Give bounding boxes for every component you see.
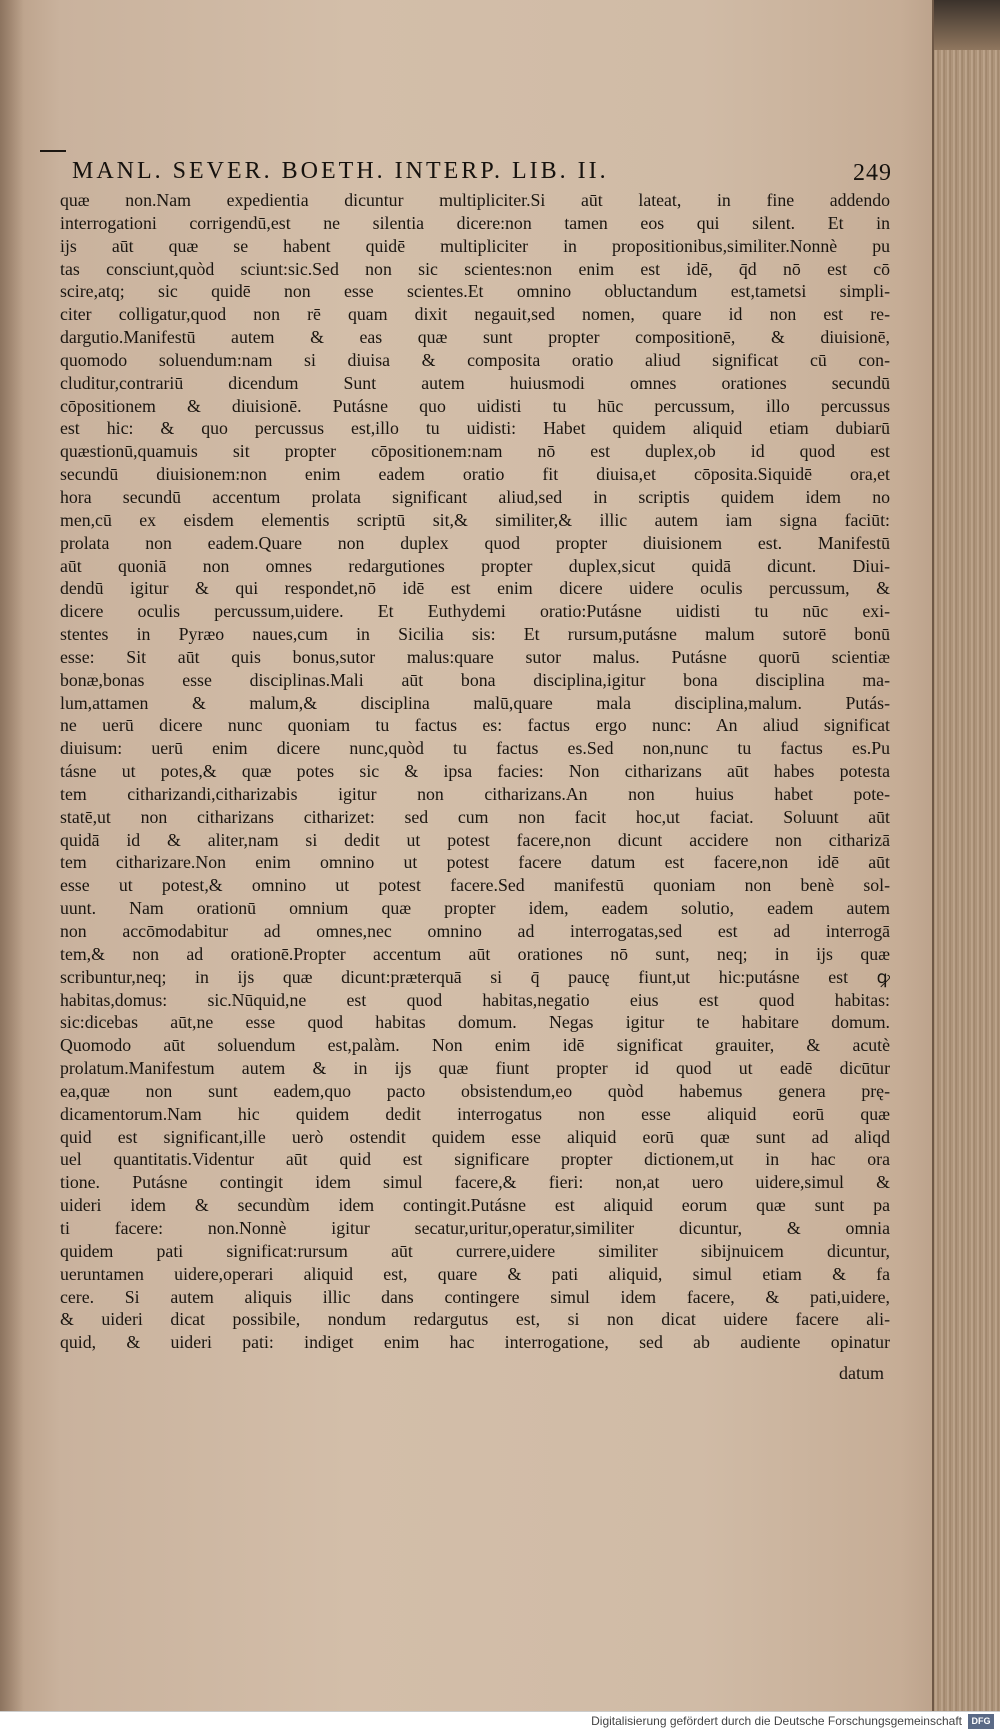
text-line: est hic: & quo percussus est,illo tu uidisti: Habet quidem aliquid etiam dubiarū <box>60 418 890 439</box>
text-line: ea,quæ non sunt eadem,quo pacto obsistendum,eo quòd habemus genera prę- <box>60 1080 890 1101</box>
text-line: quid est significant,ille uerò ostendit quidem esse aliquid eorū quæ sunt ad aliqd <box>60 1126 890 1147</box>
text-line: dicere oculis percussum,uidere. Et Euthydemi oratio:Putásne uidisti tu nūc exi- <box>60 601 890 622</box>
text-line: ijs aūt quæ se habent quidē multipliciter in propositionibus,similiter.Nonnè pu <box>60 235 890 256</box>
text-line: cōpositionem & diuisionē. Putásne quo uidisti tu hūc percussum, illo percussus <box>60 395 890 416</box>
page-number: 249 <box>853 160 892 186</box>
text-line: stentes in Pyræo naues,cum in Sicilia sis: Et rursum,putásne malum sutorē bonū <box>60 624 890 645</box>
text-line: quid, & uideri pati: indiget enim hac interrogatione, sed ab audiente opinatur <box>60 1332 890 1353</box>
text-line: cere. Si autem aliquis illic dans contingere simul idem facere, & pati,uidere, <box>60 1286 890 1307</box>
text-line: prolatum.Manifestum autem & in ijs quæ fiunt propter id quod ut eadē dicūtur <box>60 1058 890 1079</box>
text-line: ti facere: non.Nonnè igitur secatur,uritur,operatur,similiter dicuntur, & omnia <box>60 1217 890 1238</box>
footer-bar <box>0 1711 1000 1732</box>
text-line: esse ut potest,& omnino ut potest facere.Sed manifestū quoniam non benè sol- <box>60 875 890 896</box>
text-line: sic:dicebas aūt,ne esse quod habitas domum. Negas igitur te habitare domum. <box>60 1012 890 1033</box>
text-line: lum,attamen & malum,& disciplina malū,quare mala disciplina,malum. Putás- <box>60 692 890 713</box>
text-line: bonæ,bonas esse disciplinas.Mali aūt bona disciplina,igitur bona disciplina ma- <box>60 669 890 690</box>
text-line: secundū diuisionem:non enim eadem oratio fit diuisa,et cōposita.Siquidē ora,et <box>60 464 890 485</box>
text-line: tem citharizare.Non enim omnino ut potest facere datum est facere,non idē aūt <box>60 852 890 873</box>
text-line: Quomodo aūt soluendum est,palàm. Non enim idē significat grauiter, & acutè <box>60 1035 890 1056</box>
text-line: quæstionū,quamuis sit propter cōpositionem:nam nō est duplex,ob id quod est <box>60 441 890 462</box>
text-line: scire,atq; sic quidē non esse scientes.Et omnino obluctandum est,tametsi simpli- <box>60 281 890 302</box>
text-line: quidem pati significat:rursum aūt currere,uidere similiter sibijnuicem dicuntur, <box>60 1240 890 1261</box>
text-line: uunt. Nam orationū omnium quæ propter idem, eadem solutio, eadem autem <box>60 898 890 919</box>
text-line: ueruntamen uidere,operari aliquid est, quare & pati aliquid, simul etiam & fa <box>60 1263 890 1284</box>
text-line: & uideri dicat possibile, nondum redargutus est, si non dicat uidere facere ali- <box>60 1309 890 1330</box>
text-line: quæ non.Nam expedientia dicuntur multipliciter.Si aūt lateat, in fine addendo <box>60 190 890 210</box>
text-line: dargutio.Manifestū autem & eas quæ sunt propter compositionē, & diuisionē, <box>60 327 890 348</box>
dfg-logo-icon: DFG <box>968 1714 994 1729</box>
text-line: dicamentorum.Nam hic quidem dedit interrogatus non esse aliquid eorū quæ <box>60 1103 890 1124</box>
text-line: non accōmodabitur ad omnes,nec omnino ad interrogatas,sed est ad interrogā <box>60 921 890 941</box>
page-edges-shadow <box>934 0 1000 50</box>
text-line: ne uerū dicere nunc quoniam tu factus es: factus ergo nunc: An aliud significat <box>60 715 890 736</box>
text-line: citer colligatur,quod non rē quam dixit negauit,sed nomen, quare id non est re- <box>60 304 890 325</box>
body-text <box>60 189 890 1399</box>
text-line: hora secundū accentum prolata significant aliud,sed in scriptis quidem idem no <box>60 486 890 507</box>
text-line: diuisum: uerū enim dicere nunc,quòd tu factus es.Sed non,nunc tu factus es.Pu <box>60 738 890 759</box>
text-line: quidā id & aliter,nam si dedit ut potest facere,non dicunt accidere non citharizā <box>60 829 890 850</box>
text-line: uel quantitatis.Videntur aūt quid est significare propter dictionem,ut in hac ora <box>60 1149 890 1170</box>
text-line: tem citharizandi,citharizabis igitur non citharizans.An non huius habet pote- <box>60 783 890 804</box>
text-line: men,cū ex eisdem elementis scriptū sit,& similiter,& illic autem iam signa faciūt: <box>60 509 890 530</box>
running-head-title: MANL. SEVER. BOETH. INTERP. LIB. II. <box>72 158 609 184</box>
text-line: quomodo soluendum:nam si diuisa & composita oratio aliud significat cū con- <box>60 349 890 370</box>
footer-credit: Digitalisierung gefördert durch die Deutsche Forschungsgemeinschaft <box>591 1714 962 1728</box>
marginal-dash <box>40 150 66 152</box>
page-edges <box>932 0 1000 1731</box>
text-line: scribuntur,neq; in ijs quæ dicunt:præterquā si q̄ paucę fiunt,ut hic:putásne est ꝙ <box>60 966 890 987</box>
text-line: interrogationi corrigendū,est ne silentia dicere:non tamen eos qui silent. Et in <box>60 212 890 233</box>
text-line: prolata non eadem.Quare non duplex quod propter diuisionem est. Manifestū <box>60 532 890 553</box>
text-line: tas consciunt,quòd sciunt:sic.Sed non sic scientes:non enim est idē, q̄d nō est cō <box>60 258 890 279</box>
gutter-shadow <box>0 0 24 1731</box>
text-line: tione. Putásne contingit idem simul facere,& fieri: non,at uero uidere,simul & <box>60 1172 890 1193</box>
text-line: cluditur,contrariū dicendum Sunt autem huiusmodi omnes orationes secundū <box>60 372 890 393</box>
text-line: habitas,domus: sic.Nūquid,ne est quod habitas,negatio eius est quod habitas: <box>60 989 890 1010</box>
text-line: dendū igitur & qui respondet,nō idē est enim dicere uidere oculis percussum, & <box>60 578 890 599</box>
text-line: aūt quoniā non omnes redargutiones propter duplex,sicut quidā dicunt. Diui- <box>60 555 890 576</box>
text-line: esse: Sit aūt quis bonus,sutor malus:quare sutor malus. Putásne quorū scientiæ <box>60 646 890 667</box>
text-line: tásne ut potes,& quæ potes sic & ipsa facies: Non citharizans aūt habes potesta <box>60 761 890 782</box>
catchword: datum <box>839 1363 884 1383</box>
text-line: statē,ut non citharizans citharizet: sed cum non facit hoc,ut faciat. Soluunt aūt <box>60 806 890 827</box>
text-line: uideri idem & secundùm idem contingit.Putásne est aliquid eorum quæ sunt pa <box>60 1195 890 1216</box>
text-line: tem,& non ad orationē.Propter accentum aūt orationes nō sunt, neq; in ijs quæ <box>60 943 890 964</box>
